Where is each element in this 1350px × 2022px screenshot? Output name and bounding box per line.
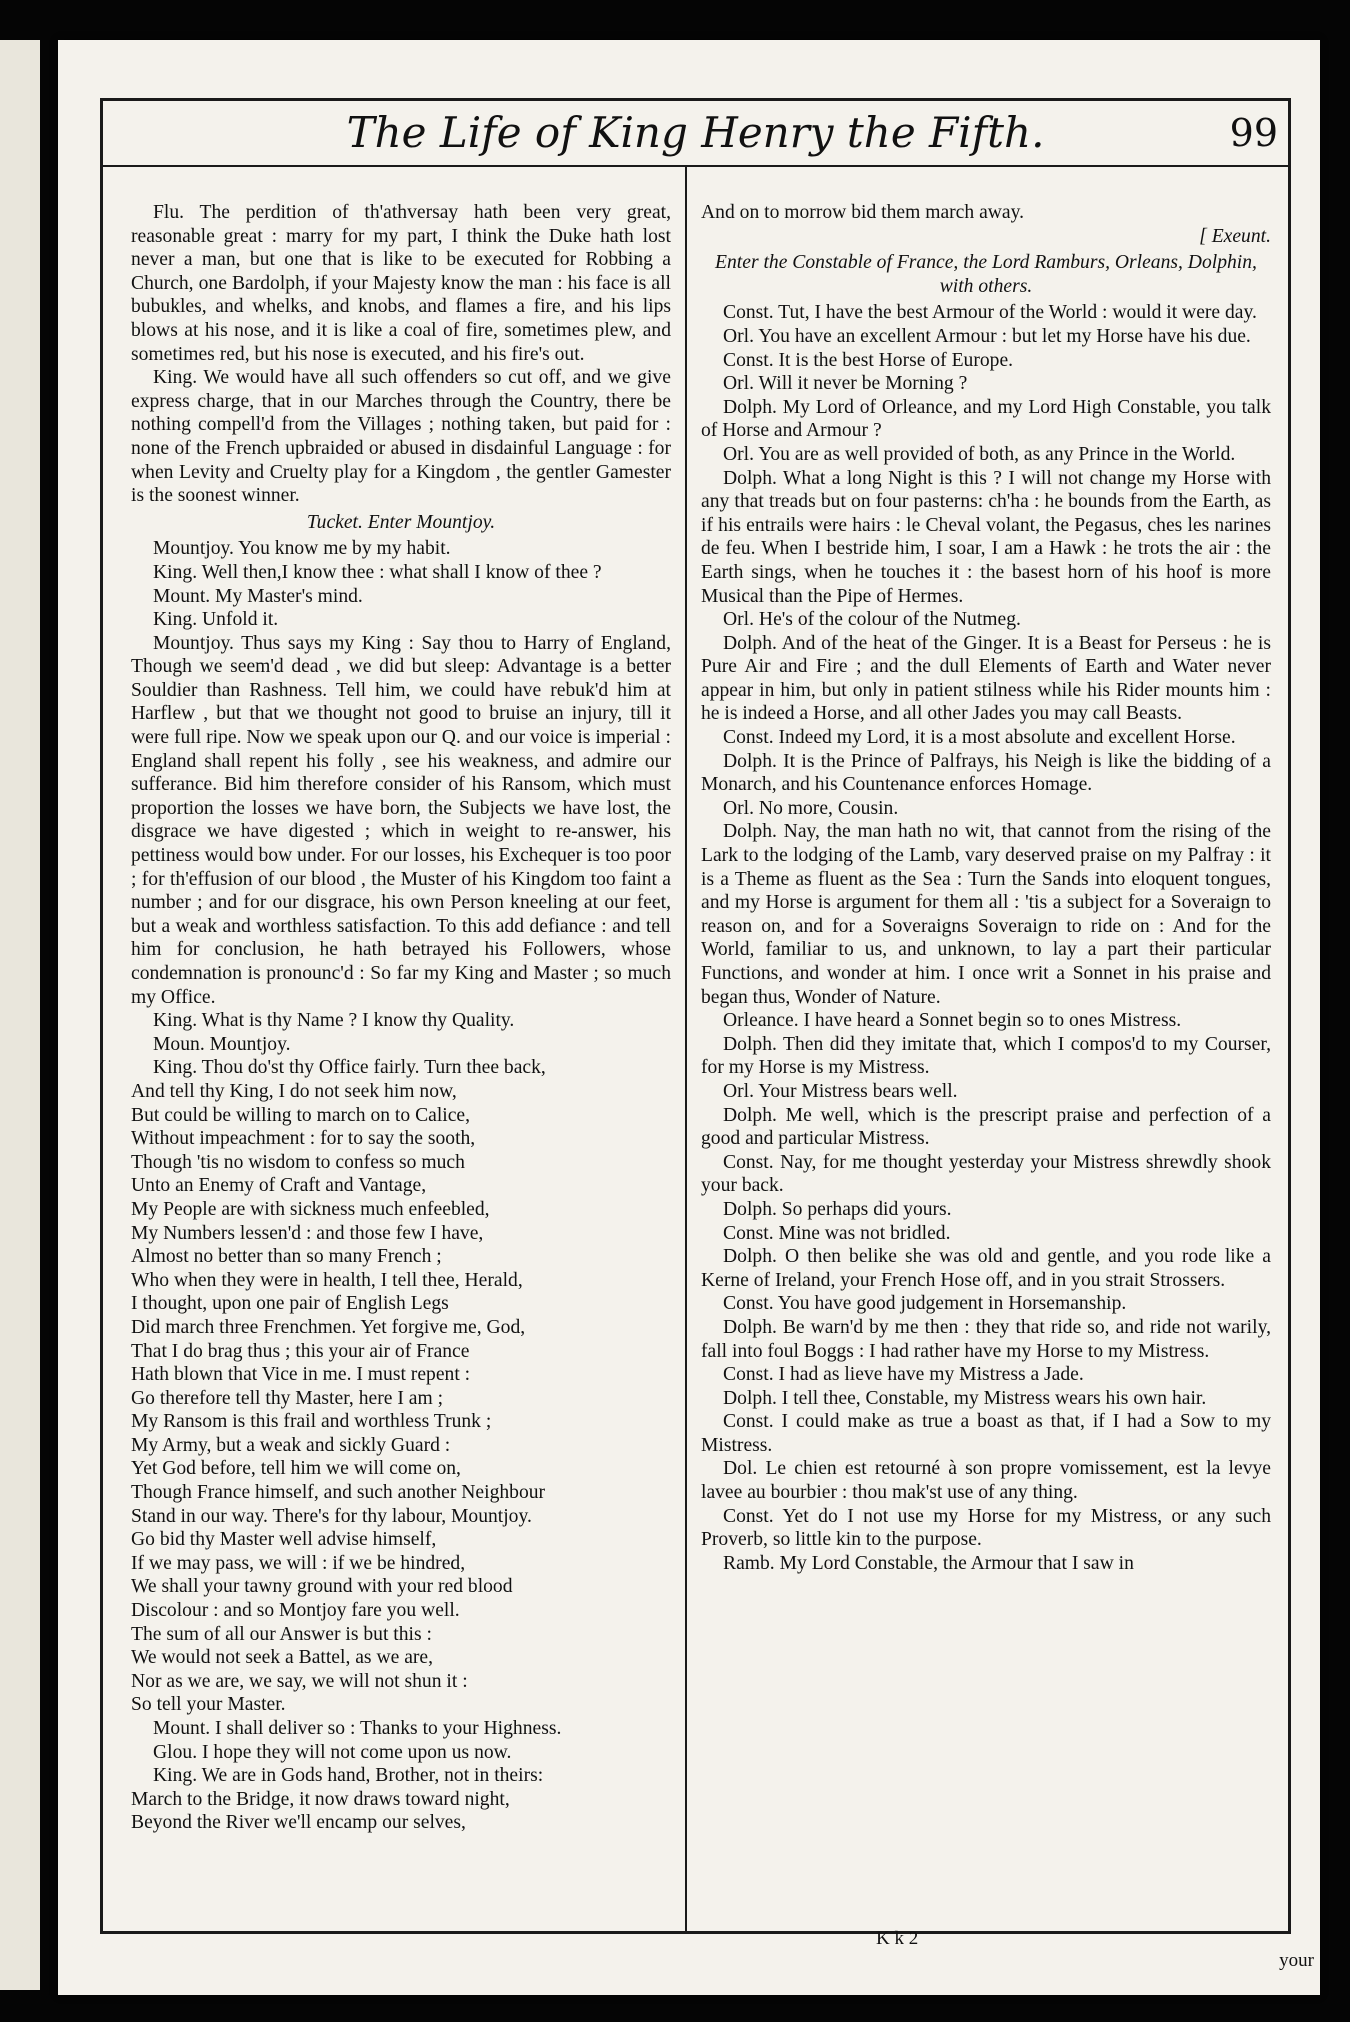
speech-paragraph: Dolph. So perhaps did yours. <box>723 1198 952 1220</box>
speech-paragraph: Const. I had as lieve have my Mistress a Jade. <box>723 1364 1084 1386</box>
verse-line: My Numbers lessen'd : and those few I have, <box>131 1222 484 1244</box>
verse-line: So tell your Master. <box>131 1694 286 1716</box>
speech-paragraph: Dolph. My Lord of Orleance, and my Lord High Constable, you talk of Horse and Armour ? <box>701 396 1271 442</box>
speech-paragraph: Const. Yet do I not use my Horse for my Mistress, or any such Proverb, so little kin to the purpose. <box>701 1505 1271 1551</box>
exit-direction: [ Exeunt. <box>1199 225 1271 247</box>
verse-line: Stand in our way. There's for thy labour, Mountjoy. <box>131 1505 532 1527</box>
speech-paragraph: King. We are in Gods hand, Brother, not in theirs: <box>153 1765 544 1787</box>
speech-paragraph: Mount. I shall deliver so : Thanks to your Highness. <box>153 1718 562 1739</box>
speech-paragraph: Orl. No more, Cousin. <box>723 797 899 819</box>
stage-direction: Enter the Constable of France, the Lord Ramburs, Orleans, Dolphin, with others. <box>715 252 1257 297</box>
speech-paragraph: King. Well then,I know thee : what shall I know of thee ? <box>153 561 602 583</box>
verse-line: Though France himself, and such another Neighbour <box>131 1482 546 1504</box>
speech-paragraph: Glou. I hope they will not come upon us now. <box>153 1741 512 1763</box>
right-column <box>701 201 1271 1575</box>
speech-paragraph: Orl. You have an excellent Armour : but let my Horse have his due. <box>723 325 1251 347</box>
speech-paragraph: Const. Mine was not bridled. <box>723 1222 951 1244</box>
adjacent-page-edge <box>0 40 40 1990</box>
verse-line: My People are with sickness much enfeebled, <box>131 1198 490 1220</box>
speech-paragraph: Dolph. I tell thee, Constable, my Mistress wears his own hair. <box>723 1387 1207 1409</box>
speech-paragraph: Dolph. It is the Prince of Palfrays, his Neigh is like the bidding of a Monarch, and his Countenance enforces Homage. <box>701 750 1271 796</box>
verse-line: Unto an Enemy of Craft and Vantage, <box>131 1175 427 1197</box>
speech-paragraph: Dolph. Me well, which is the prescript praise and perfection of a good and particular Mistress. <box>701 1104 1271 1150</box>
speech-paragraph: Const. Indeed my Lord, it is a most absolute and excellent Horse. <box>723 727 1236 749</box>
speech-paragraph: Const. I could make as true a boast as that, if I had a Sow to my Mistress. <box>701 1411 1271 1456</box>
speech-paragraph: Orl. Will it never be Morning ? <box>723 373 968 395</box>
verse-line: But could be willing to march on to Calice, <box>131 1104 471 1126</box>
speech-paragraph: Const. Tut, I have the best Armour of the World : would it were day. <box>723 302 1257 324</box>
speech-paragraph: Ramb. My Lord Constable, the Armour that I saw in <box>723 1552 1134 1574</box>
speech-paragraph: Const. It is the best Horse of Europe. <box>723 349 1014 371</box>
speech-paragraph: King. What is thy Name ? I know thy Quality. <box>153 1010 515 1032</box>
speech-paragraph: Orl. You are as well provided of both, as any Prince in the World. <box>723 443 1236 465</box>
stage-direction: Tucket. Enter Mountjoy. <box>306 511 496 533</box>
page-number: 99 <box>1229 111 1278 155</box>
verse-line: Go therefore tell thy Master, here I am ; <box>131 1387 444 1409</box>
speech-paragraph: Dol. Le chien est retourné à son propre vomissement, est la levye lavee au bourbier : thou mak'st use of any thing. <box>701 1458 1271 1504</box>
verse-line: And on to morrow bid them march away. <box>701 202 1025 223</box>
verse-line: Almost no better than so many French ; <box>131 1246 442 1268</box>
verse-line: Nor as we are, we say, we will not shun it : <box>131 1670 468 1692</box>
speech-paragraph: Mountjoy. You know me by my habit. <box>153 538 451 560</box>
verse-line: If we may pass, we will : if we be hindred, <box>131 1552 466 1574</box>
speech-paragraph: Const. Nay, for me thought yesterday your Mistress shrewdly shook your back. <box>701 1151 1271 1197</box>
verse-line: And tell thy King, I do not seek him now, <box>131 1080 457 1102</box>
speech-paragraph: Dolph. Be warn'd by me then : they that ride so, and ride not warily, fall into foul Boggs : I had rather have my Horse to my Mistress. <box>701 1316 1271 1362</box>
speech-paragraph: King. We would have all such offenders so cut off, and we give express charge, that in our Marches through the Country, there be nothing compell'd from the Villages ; nothing taken, but paid for : none of the French upbraided or abused in disdainful Language : for when Levity and Cruelty play for a Kingdom , the gentler Gamester is the soonest winner. <box>131 367 671 507</box>
speech-paragraph: Moun. Mountjoy. <box>153 1033 291 1055</box>
speech-paragraph: King. Thou do'st thy Office fairly. Turn thee back, <box>153 1057 546 1079</box>
speech-paragraph: Mountjoy. Thus says my King : Say thou to Harry of England, Though we seem'd dead , we did but sleep: Advantage is a better Souldier than Rashness. Tell him, we could have rebuk'd him at Harflew , but that we thought not good to bruise an injury, till it were full ripe. Now we speak upon our Q. and our voice is imperial : England shall repent his folly , see his weakness, and admire our sufferance. Bid him therefore consider of his Ransom, which must proportion the losses we have born, the Subjects we have lost, the disgrace we have digested ; which in weight to re-answer, his pettiness would bow under. For our losses, his Exchequer is too poor ; for th'effusion of our blood , the Muster of his Kingdom too faint a number ; and for our disgrace, his own Person kneeling at our feet, but a weak and worthless satisfaction. To this add defiance : and tell him for conclusion, he hath betrayed his Followers, whose condemnation is pronounc'd : So far my King and Master ; so much my Office. <box>131 632 671 1008</box>
running-title: The Life of King Henry the Fifth. <box>346 108 1045 157</box>
verse-line: Beyond the River we'll encamp our selves, <box>131 1812 466 1834</box>
speech-paragraph: Flu. The perdition of th'athversay hath been very great, reasonable great : marry for my part, I think the Duke hath lost never a man, but one that is like to be executed for Robbing a Church, one Bardolph, if your Majesty know the man : his face is all bubukles, and whelks, and knobs, and flames a fire, and his lips blows at his nose, and it is like a coal of fire, sometimes plew, and sometimes red, but his nose is executed, and his fire's out. <box>131 202 671 365</box>
verse-line: Go bid thy Master well advise himself, <box>131 1529 437 1551</box>
verse-line: Discolour : and so Montjoy fare you well. <box>131 1600 460 1622</box>
column-divider <box>685 167 687 1931</box>
speech-paragraph: Dolph. What a long Night is this ? I will not change my Horse with any that treads but on four pasterns: ch'ha : he bounds from the Earth, as if his entrails were hairs : le Cheval volant, the Pegasus, ches les narines de feu. When I bestride him, I soar, I am a Hawk : he trots the air : the Earth sings, when he touches it : the basest horn of his hoof is more Musical than the Pipe of Hermes. <box>701 467 1271 607</box>
book-page <box>58 40 1320 1995</box>
speech-paragraph: Orleance. I have heard a Sonnet begin so to ones Mistress. <box>723 1010 1182 1032</box>
speech-paragraph: Orl. He's of the colour of the Nutmeg. <box>723 609 1021 631</box>
speech-paragraph: Const. You have good judgement in Horsemanship. <box>723 1293 1127 1315</box>
speech-paragraph: Dolph. Then did they imitate that, which I compos'd to my Courser, for my Horse is my Mistress. <box>701 1033 1271 1079</box>
verse-line: Did march three Frenchmen. Yet forgive me, God, <box>131 1316 526 1338</box>
verse-line: Yet God before, tell him we will come on, <box>131 1458 461 1480</box>
speech-paragraph: King. Unfold it. <box>153 609 279 631</box>
left-column <box>131 201 671 1835</box>
speech-paragraph: Mount. My Master's mind. <box>153 585 363 607</box>
verse-line: Though 'tis no wisdom to confess so much <box>131 1151 465 1173</box>
verse-line: March to the Bridge, it now draws toward night, <box>131 1788 510 1810</box>
verse-line: We would not seek a Battel, as we are, <box>131 1647 434 1669</box>
verse-line: My Army, but a weak and sickly Guard : <box>131 1434 451 1456</box>
speech-paragraph: Dolph. And of the heat of the Ginger. It is a Beast for Perseus : he is Pure Air and Fire ; and the dull Elements of Earth and Water never appear in him, but only in patient stilness while his Rider mounts him : he is indeed a Horse, and all other Jades you may call Beasts. <box>701 632 1271 725</box>
verse-line: My Ransom is this frail and worthless Trunk ; <box>131 1411 492 1433</box>
verse-line: I thought, upon one pair of English Legs <box>131 1293 449 1315</box>
text-frame <box>100 98 1291 1934</box>
speech-paragraph: Dolph. Nay, the man hath no wit, that cannot from the rising of the Lark to the lodging of the Lamb, vary deserved praise on my Palfray : it is a Theme as fluent as the Sea : Turn the Sands into eloquent tongues, and my Horse is argument for them all : 'tis a subject for a Soveraign to reason on, and for a Soveraigns Soveraign to ride on : And for the World, familiar to us, and unknown, to lay a part their particular Functions, and wonder at him. I once writ a Sonnet in his praise and began thus, Wonder of Nature. <box>701 821 1271 1008</box>
header-rule <box>103 165 1288 167</box>
speech-paragraph: Dolph. O then belike she was old and gentle, and you rode like a Kerne of Ireland, your French Hose off, and in you strait Strossers. <box>701 1246 1271 1291</box>
verse-line: The sum of all our Answer is but this : <box>131 1623 432 1645</box>
speech-paragraph: Orl. Your Mistress bears well. <box>723 1080 958 1102</box>
verse-line: Without impeachment : for to say the sooth, <box>131 1128 476 1150</box>
verse-line: Hath blown that Vice in me. I must repent : <box>131 1364 471 1386</box>
signature-mark: K k 2 <box>876 1928 919 1949</box>
verse-line: That I do brag thus ; this your air of France <box>131 1340 470 1362</box>
catchword: your <box>1279 1950 1314 1971</box>
verse-line: We shall your tawny ground with your red blood <box>131 1576 513 1598</box>
verse-line: Who when they were in health, I tell thee, Herald, <box>131 1269 523 1291</box>
